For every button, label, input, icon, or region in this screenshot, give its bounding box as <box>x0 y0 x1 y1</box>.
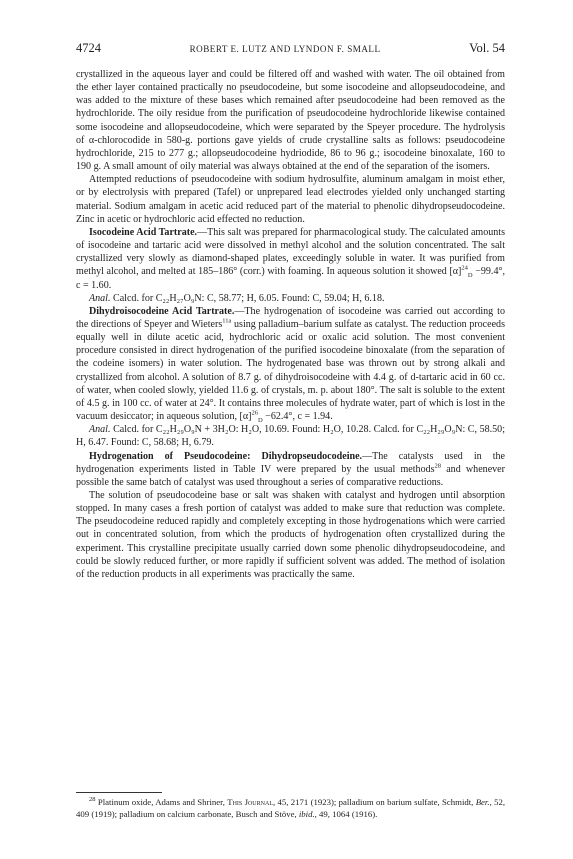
footnote-divider <box>76 792 162 793</box>
analysis-line-2: Anal. Calcd. for C₂₂H₂₉O₉N + 3H₂O: H₂O, 10.69. Found: H₂O, 10.28. Calcd. for C₂₂H₂₉O₉N: C, 58.50; H, 6.47. Found: C, 58.68; H, 6.79. <box>76 424 505 449</box>
paragraph-hydrogenation: Hydrogenation of Pseudocodeine: Dihydropseudocodeine.—The catalysts used in the hydrogenation experiments listed in Table IV were prepared by the usual methods$^{28}$ and whenever possible the same batch of catalyst was used throughout a series of comparative reductions. <box>76 450 505 488</box>
article-body <box>76 68 505 581</box>
section-heading-dihydroisocodeine-acid-tartrate: Dihydroisocodeine Acid Tartrate. <box>89 305 235 317</box>
page-header <box>76 41 505 56</box>
paragraph-hydrolysis: crystallized in the aqueous layer and could be filtered off and washed with water. The oil obtained from the ether layer contained practically no pseudocodeine, but some isocodeine and allopseudocodeine, and was added to the mixture of these bases which remained after pseudocodeine had been removed as the hydrochloride. The oily residue from the purification of pseudocodeine hydrochloride likewise contained some isocodeine and allopseudocodeine, which were separated by the Speyer procedure. The hydrolysis of α-chlorocodide in 580-g. portions gave yields of crude crystalline salts as follows: pseudocodeine hydrochloride, 215 to 277 g.; allopseudocodeine hydriodide, 86 to 96 g.; isocodeine binoxalate, 160 to 190 g. A small amount of oily material was always obtained at the end of the separation of the isomers. <box>76 69 505 173</box>
volume-label: Vol. 54 <box>469 41 505 55</box>
paragraph-isocodeine-tartrate: Isocodeine Acid Tartrate.—This salt was prepared for pharmacological study. The calculated amounts of isocodeine and tartaric acid were dissolved in methyl alcohol and the solution concentrated. The salt crystallized very slowly as diamond-shaped plates, exceedingly soluble in water. It was purified from methyl alcohol, and melted at 185–186° (corr.) with foaming. In aqueous solution it showed $[\alpha]^{24}_D -99.4^\circ$, c = 1.60. <box>76 226 505 291</box>
paragraph-reduction-attempts: Attempted reductions of pseudocodeine with sodium hydrosulfite, aluminum amalgam in moist ether, or by electrolysis with prepared (Tafel) or unprepared lead electrodes yielded only unchanged starting material. Sodium amalgam in acetic acid reduced part of the material to phenolic dihydropseudocodeine. Zinc in acetic or hydrochloric acid effected no reduction. <box>76 174 505 225</box>
running-title: ROBERT E. LUTZ AND LYNDON F. SMALL <box>189 44 381 54</box>
footnote: $^{28}$ Platinum oxide, Adams and Shriner, This Journal, 45, 2171 (1923); palladium on barium sulfate, Schmidt, Ber., 52, 409 (1919); palladium on calcium carbonate, Busch and Stöve, ibid., 49, 1064 (1916). <box>76 796 506 819</box>
footnote-marker: 28 <box>89 796 96 804</box>
section-heading-hydrogenation: Hydrogenation of Pseudocodeine: Dihydropseudocodeine. <box>89 450 363 462</box>
analysis-line-1: Anal. Calcd. for C₂₂H₂₇O₉N: C, 58.77; H, 6.05. Found: C, 59.04; H, 6.18. <box>89 292 385 304</box>
section-heading-isocodeine-acid-tartrate: Isocodeine Acid Tartrate. <box>89 226 198 238</box>
reference-marker: 11a <box>222 317 232 325</box>
paragraph-procedure: The solution of pseudocodeine base or salt was shaken with catalyst and hydrogen until absorption stopped. In many cases a fresh portion of catalyst was added to make sure that reduction was complete. The pseudocodeine reduced rapidly and completely excepting in those hydrogenations which were carried out in concentrated solution, from which the products of hydrogenation often crystallized during the experiment. This crystalline precipitate usually carried down some phenolic dihydropseudocodeine, and could be slowly reduced further, or more rapidly if sufficient solvent was added. The method of isolation of the reduction products in all experiments was practically the same. <box>76 490 505 580</box>
paragraph-dihydroisocodeine-tartrate: Dihydroisocodeine Acid Tartrate.—The hydrogenation of isocodeine was carried out according to the directions of Speyer and Wieters$^{11a}$ using palladium–barium sulfate as catalyst. The reduction proceeds equally well in dilute acetic acid, hydrochloric acid or oxalic acid solution. The most convenient procedure consisted in direct hydrogenation of the purified isocodeine binoxalate (from the separation of the codeine isomers) in water solution. The hydrogenated base was thrown out by strong alkali and crystallized from alcohol. A solution of 8.7 g. of dihydroisocodeine with 4.4 g. of d-tartaric acid in 60 cc. of water, when cooled slowly, yielded 11.6 g. of crystals, m. p. about 180°. The salt is soluble to the extent of 4.5 g. in 100 cc. of water at 24°. It contains three molecules of hydrate water, part of which is lost in the vacuum desiccator; in aqueous solution, $[\alpha]^{26}_D -62.4^\circ$, c = 1.94. <box>76 305 505 425</box>
reference-marker: 28 <box>434 462 442 470</box>
journal-name: This Journal <box>227 797 273 807</box>
page-number: 4724 <box>76 41 101 55</box>
